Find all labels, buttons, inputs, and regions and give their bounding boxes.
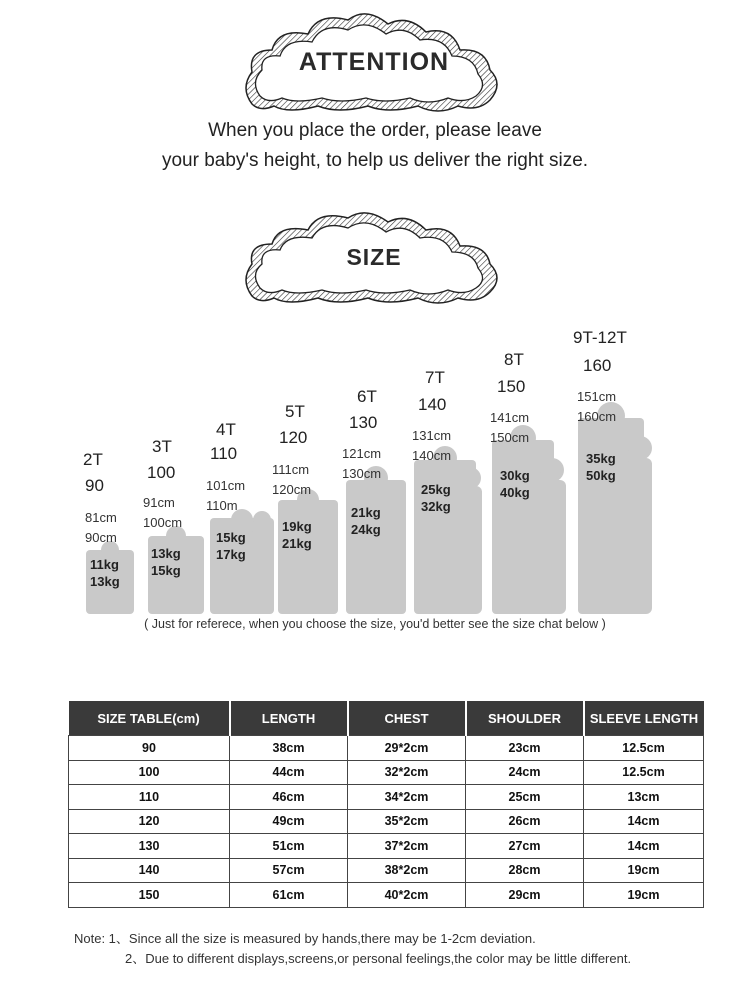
cell-chest: 37*2cm [348,834,466,859]
cell-size: 140 [69,858,230,883]
cell-size: 100 [69,760,230,785]
cell-size: 150 [69,883,230,908]
cell-sleeve: 14cm [584,834,704,859]
table-header-row [69,701,704,736]
cell-length: 38cm [230,736,348,761]
size-cm-min: 151cm [577,389,617,404]
table-row [69,736,704,761]
cell-shoulder: 25cm [466,785,584,810]
cell-sleeve: 12.5cm [584,760,704,785]
size-label-6t: 6T [357,387,377,406]
size-kg-max: 32kg [421,499,451,514]
cell-sleeve: 12.5cm [584,736,704,761]
size-cm-min: 101cm [206,478,246,493]
cell-shoulder: 29cm [466,883,584,908]
size-cm-max: 140cm [412,448,452,463]
size-kg-max: 24kg [351,522,381,537]
cell-chest: 29*2cm [348,736,466,761]
size-label-8t: 8T [504,350,524,369]
size-height-90: 90 [85,476,104,495]
table-row [69,883,704,908]
cell-length: 51cm [230,834,348,859]
size-cm-max: 90cm [85,530,117,545]
cell-shoulder: 28cm [466,858,584,883]
attention-cloud [238,8,510,116]
table-row [69,809,704,834]
header-size-table: SIZE TABLE(cm) [69,701,230,736]
cell-chest: 34*2cm [348,785,466,810]
size-label-4t: 4T [216,420,236,439]
size-label-7t: 7T [425,368,445,387]
cell-chest: 32*2cm [348,760,466,785]
cell-size: 90 [69,736,230,761]
reference-note: ( Just for referece, when you choose the size, you'd better see the size chat below ) [144,617,606,631]
size-kg-max: 15kg [151,563,181,578]
header-length: LENGTH [230,701,348,736]
size-kg-min: 21kg [351,505,381,520]
size-kg-min: 25kg [421,482,451,497]
size-kg-max: 13kg [90,574,120,589]
cell-length: 44cm [230,760,348,785]
size-height-130: 130 [349,413,378,432]
cell-sleeve: 19cm [584,858,704,883]
cell-length: 46cm [230,785,348,810]
cell-shoulder: 24cm [466,760,584,785]
size-cm-min: 121cm [342,446,382,461]
size-cm-min: 81cm [85,510,117,525]
cell-chest: 38*2cm [348,858,466,883]
size-height-140: 140 [418,395,447,414]
size-table [68,701,704,908]
cell-shoulder: 23cm [466,736,584,761]
cell-size: 130 [69,834,230,859]
size-height-110: 110 [210,444,238,463]
size-cm-min: 131cm [412,428,452,443]
attention-title: ATTENTION [298,48,450,76]
size-cm-min: 111cm [272,462,310,477]
cell-sleeve: 14cm [584,809,704,834]
cell-chest: 35*2cm [348,809,466,834]
size-cm-max: 130cm [342,466,382,481]
header-chest: CHEST [348,701,466,736]
table-row [69,858,704,883]
cell-sleeve: 13cm [584,785,704,810]
table-row [69,834,704,859]
size-height-150: 150 [497,377,526,396]
cell-size: 110 [69,785,230,810]
size-label-5t: 5T [285,402,305,421]
size-kg-min: 35kg [586,451,616,466]
size-title: SIZE [346,244,402,270]
cell-size: 120 [69,809,230,834]
size-kg-max: 21kg [282,536,312,551]
size-height-160: 160 [583,356,612,375]
attention-line-1: When you place the order, please leave [208,120,542,141]
cell-length: 61cm [230,883,348,908]
note-line-2: 2、Due to different displays,screens,or personal feelings,the color may be little different. [125,951,632,966]
cell-length: 49cm [230,809,348,834]
size-cm-min: 141cm [490,410,530,425]
size-kg-min: 19kg [282,519,312,534]
size-label-9t-12t: 9T-12T [573,328,627,347]
cell-length: 57cm [230,858,348,883]
size-kg-min: 13kg [151,546,181,561]
cell-chest: 40*2cm [348,883,466,908]
size-kg-max: 40kg [500,485,530,500]
table-row [69,760,704,785]
size-label-2t: 2T [83,450,103,469]
attention-line-2: your baby's height, to help us deliver the right size. [161,150,589,171]
table-row [69,785,704,810]
size-kg-max: 50kg [586,468,616,483]
size-cm-max: 100cm [143,515,183,530]
size-label-3t: 3T [152,437,172,456]
size-kg-min: 30kg [500,468,530,483]
size-cm-max: 150cm [490,430,530,445]
size-kg-min: 11kg [90,557,119,572]
size-cm-max: 120cm [272,482,312,497]
size-height-120: 120 [279,428,308,447]
size-height-100: 100 [147,463,176,482]
size-kg-max: 17kg [216,547,246,562]
size-cm-max: 110m [206,498,238,513]
cell-shoulder: 27cm [466,834,584,859]
header-sleeve-length: SLEEVE LENGTH [584,701,704,736]
header-shoulder: SHOULDER [466,701,584,736]
size-cm-max: 160cm [577,409,617,424]
note-line-1: Note: 1、Since all the size is measured by hands,there may be 1-2cm deviation. [74,931,536,946]
size-cm-min: 91cm [143,495,175,510]
cell-sleeve: 19cm [584,883,704,908]
cell-shoulder: 26cm [466,809,584,834]
size-kg-min: 15kg [216,530,246,545]
